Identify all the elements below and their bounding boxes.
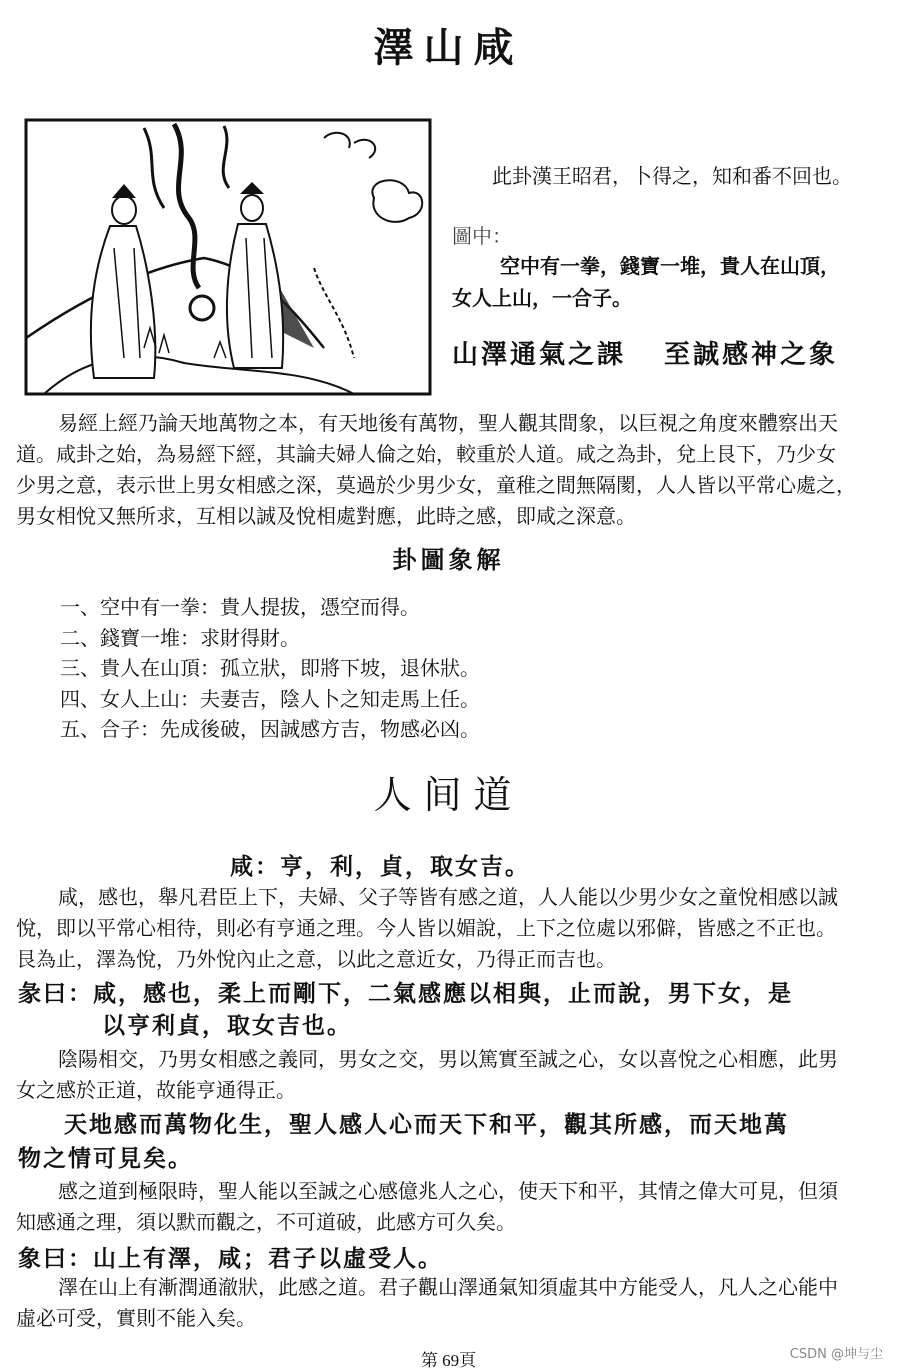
page-title: 澤山咸 xyxy=(373,24,524,71)
gua-ci: 咸：亨，利，貞，取女吉。 xyxy=(230,853,530,880)
figure-label: 圖中： xyxy=(452,224,512,248)
lesson-titles xyxy=(452,334,838,371)
tuan-text xyxy=(18,978,793,1042)
watermark: CSDN @坤与尘 xyxy=(789,1347,883,1362)
commentary-paragraph xyxy=(16,1176,884,1238)
text-line: 彖曰：咸，感也，柔上而剛下，二氣感應以相與，止而說，男下女，是 xyxy=(18,980,793,1007)
overview-paragraph xyxy=(16,408,884,532)
figure-desc-line: 空中有一拳，錢寶一堆，貴人在山頂， xyxy=(500,254,840,278)
page-number: 第 69頁 xyxy=(420,1351,477,1370)
list-item: 一、空中有一拳：貴人提拔，憑空而得。 xyxy=(60,595,420,619)
list-item: 三、貴人在山頂：孤立狀，即將下坡，退休狀。 xyxy=(60,656,480,680)
list-item: 四、女人上山：夫妻吉，陰人卜之知走馬上任。 xyxy=(60,686,480,711)
commentary-paragraph xyxy=(16,1044,884,1106)
intro-text: 此卦漢王昭君，卜得之，知和番不回也。 xyxy=(492,164,852,188)
text-line: 悅，即以平常心相待，則必有亨通之理。今人皆以媚說，上下之位處以邪僻，皆感之不正也。 xyxy=(16,916,836,940)
text-line: 陰陽相交，乃男女相感之義同，男女之交，男以篤實至誠之心，女以喜悅之心相應，此男 xyxy=(58,1047,838,1071)
text-line: 虛必可受，實則不能入矣。 xyxy=(16,1306,256,1330)
section-heading: 卦圖象解 xyxy=(392,545,505,574)
text-line: 以亨利貞，取女吉也。 xyxy=(102,1012,352,1039)
text-line: 道。咸卦之始，為易經下經，其論夫婦人倫之始，較重於人道。咸之為卦，兌上艮下，乃少女 xyxy=(16,442,836,466)
figure-desc-line: 女人上山，一合子。 xyxy=(452,286,632,310)
list-item: 五、合子：先成後破，因誠感方吉，物感必凶。 xyxy=(60,717,480,741)
text-line: 知感通之理，須以默而觀之，不可道破，此感方可久矣。 xyxy=(16,1210,516,1234)
lesson-title: 山澤通氣之課 xyxy=(452,340,627,370)
text-line: 天地感而萬物化生，聖人感人心而天下和平，觀其所感，而天地萬 xyxy=(64,1111,789,1138)
commentary-paragraph xyxy=(16,1272,884,1334)
text-line: 物之情可見矣。 xyxy=(18,1145,193,1172)
text-line: 感之道到極限時，聖人能以至誠之心感億兆人之心，使天下和平，其情之偉大可見，但須 xyxy=(58,1179,838,1203)
commentary-paragraph xyxy=(16,882,884,975)
text-line: 男女相悅又無所求，互相以誠及悅相處對應，此時之感，即咸之深意。 xyxy=(16,504,636,528)
text-line: 咸，感也，舉凡君臣上下，夫婦、父子等皆有感之道，人人能以少男少女之童悅相感以誠 xyxy=(58,885,838,909)
text-line: 少男之意，表示世上男女相感之深，莫過於少男少女，童稚之間無隔閡，人人皆以平常心處之， xyxy=(16,473,856,497)
list-item: 二、錢寶一堆：求財得財。 xyxy=(60,625,300,650)
text-line: 艮為止，澤為悅，乃外悅內止之意，以此之意近女，乃得正而吉也。 xyxy=(16,947,616,971)
tuan-continued xyxy=(18,1108,789,1176)
section-title: 人间道 xyxy=(373,773,524,817)
interpretation-list xyxy=(60,592,480,745)
figure-description xyxy=(452,250,892,314)
woodcut-illustration xyxy=(24,118,432,396)
text-line: 女之感於正道，故能亨通得正。 xyxy=(16,1078,296,1102)
text-line: 易經上經乃論天地萬物之本，有天地後有萬物，聖人觀其間象，以巨視之角度來體察出天 xyxy=(58,411,838,435)
text-line: 澤在山上有漸潤通澈狀，此感之道。君子觀山澤通氣知須虛其中方能受人，凡人之心能中 xyxy=(58,1275,838,1299)
xiang-ci: 象曰：山上有澤，咸；君子以虛受人。 xyxy=(18,1245,443,1272)
lesson-title: 至誠感神之象 xyxy=(664,340,839,370)
